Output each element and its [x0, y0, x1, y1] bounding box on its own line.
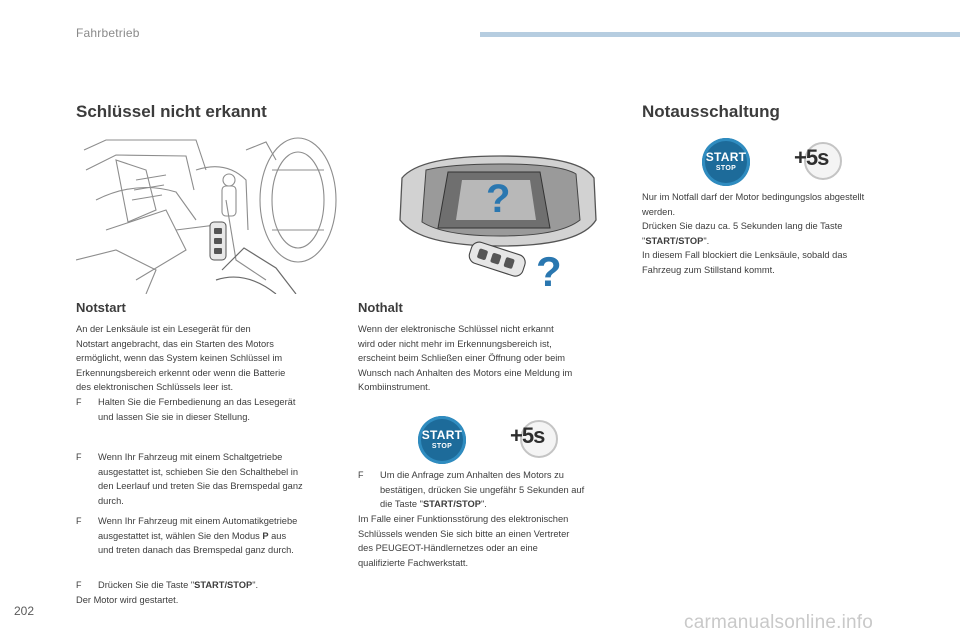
bullet-marker: F [76, 516, 82, 526]
notaus-title: Notausschaltung [642, 102, 780, 121]
notstart-bullet-2: F Wenn Ihr Fahrzeug mit einem Schaltgetriebe ausgestattet ist, schieben Sie den Schalthebel in den Leerlauf und treten Sie das Bremspedal ganz durch. [76, 452, 303, 506]
dashboard-illustration [76, 130, 338, 294]
notstart-intro: An der Lenksäule ist ein Lesegerät für den Notstart angebracht, das ein Starten des Motors ermöglicht, wenn das System keinen Schlüssel im Erkennungsbereich erkennt oder wenn die Batterie des elektronischen Schlüssels leer ist. [76, 324, 286, 393]
nothalt-intro: Wenn der elektronische Schlüssel nicht erkannt wird oder nicht mehr im Erkennungsbereich ist, erscheint beim Schließen einer Öffnung oder beim Wunsch nach Anhalten des Motors eine Meldung im Kombiinstrument. [358, 324, 573, 393]
start-stop-button-icon: START STOP [418, 416, 466, 464]
nothalt-outro: Im Falle einer Funktionsstörung des elektronischen Schlüssels wenden Sie sich bitte an einen Vertreter des PEUGEOT-Händlernetzes oder an eine qualifizierte Fachwerkstatt. [358, 514, 570, 568]
svg-text:?: ? [536, 248, 562, 290]
bullet-marker: F [76, 452, 82, 462]
nothalt-bullet: F Um die Anfrage zum Anhalten des Motors zu bestätigen, drücken Sie ungefähr 5 Sekunden auf die Taste "START/STOP". [358, 470, 585, 510]
notstart-bullet-3: F Wenn Ihr Fahrzeug mit einem Automatikgetriebe ausgestattet ist, wählen Sie den Modus P aus und treten danach das Bremspedal ganz durch. [76, 516, 298, 556]
notstart-result: Der Motor wird gestartet. [76, 595, 179, 605]
notstart-bullet-4: F Drücken Sie die Taste "START/STOP". [76, 578, 368, 593]
notaus-text: Nur im Notfall darf der Motor bedingungslos abgestellt werden. Drücken Sie dazu ca. 5 Sekunden lang die Taste "START/STOP". In diesem Fall blockiert die Lenksäule, sobald das Fahrzeug zum Stillstand kommt. [642, 192, 865, 275]
page-number: 202 [14, 604, 35, 618]
bullet-marker: F [76, 397, 82, 407]
start-stop-button-icon: START STOP [702, 138, 750, 186]
section-label: Fahrbetrieb [76, 26, 140, 40]
nothalt-title: Nothalt [358, 300, 403, 315]
notstart-title: Notstart [76, 300, 126, 315]
bullet-marker: F [358, 470, 364, 480]
plus-5s-icon: +5s [510, 414, 558, 462]
left-title: Schlüssel nicht erkannt [76, 102, 267, 121]
notstart-bullet-1: F Halten Sie die Fernbedienung an das Lesegerät und lassen Sie sie in dieser Stellung. [76, 397, 296, 422]
plus-5s-icon: +5s [794, 136, 842, 184]
header-accent-bar [480, 32, 960, 37]
bullet-marker: F [76, 580, 82, 590]
car-illustration [390, 150, 605, 290]
watermark: carmanualsonline.info [684, 612, 874, 633]
svg-text:?: ? [486, 177, 511, 221]
